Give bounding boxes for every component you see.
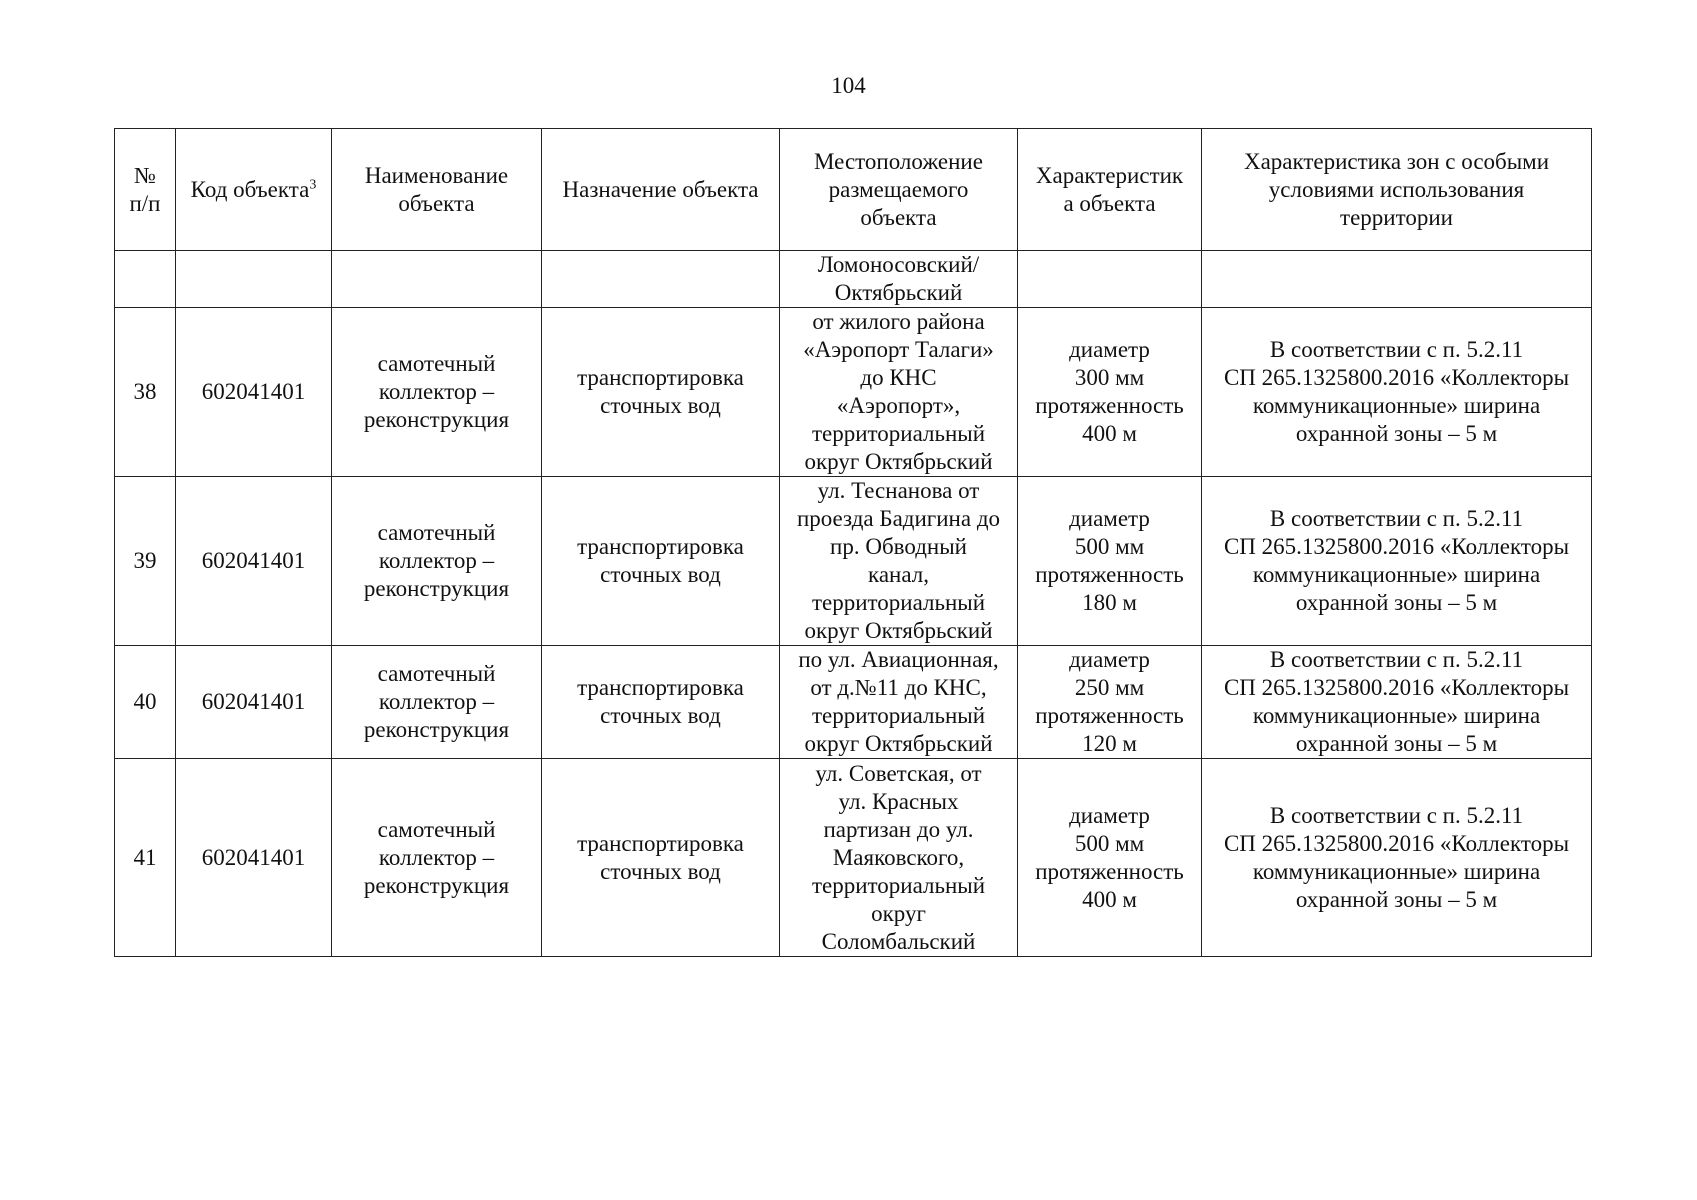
cell-purpose <box>542 759 780 957</box>
cell-line: реконструкция <box>363 407 510 432</box>
cell-line: 400 м <box>1082 886 1137 912</box>
cell-location <box>780 308 1018 477</box>
cell-line: В соответствии с п. 5.2.11 <box>1269 802 1524 828</box>
cell-line: протяженность <box>1035 858 1184 884</box>
cell-line: транспортировка <box>577 534 744 559</box>
cell-name <box>332 251 542 308</box>
cell-line: самотечный <box>377 661 496 686</box>
cell-line: коллектор – <box>378 548 495 573</box>
cell-zones <box>1202 477 1592 646</box>
cell-line: диаметр <box>1069 647 1150 672</box>
cell-line: протяженность <box>1035 562 1184 587</box>
cell-line: реконструкция <box>363 872 510 898</box>
cell-characteristic <box>1018 251 1202 308</box>
cell-line: территориальный <box>811 590 986 615</box>
header-location-line: размещаемого <box>828 176 969 202</box>
cell-line: протяженность <box>1035 703 1184 728</box>
cell-line: сточных вод <box>600 703 721 728</box>
cell-line: коллектор – <box>378 379 495 404</box>
cell-line: канал, <box>868 562 929 587</box>
header-location-line: Местоположение <box>814 148 983 174</box>
cell-num: 38 <box>115 308 176 477</box>
cell-line: территориальный <box>811 421 986 446</box>
cell-num: 41 <box>115 759 176 957</box>
cell-name <box>332 646 542 759</box>
cell-line: от д.№11 до КНС, <box>810 675 987 700</box>
header-location <box>780 129 1018 251</box>
cell-line: округ Октябрьский <box>804 618 993 643</box>
cell-line: В соответствии с п. 5.2.11 <box>1269 506 1524 531</box>
cell-characteristic <box>1018 759 1202 957</box>
cell-line: проезда Бадигина до <box>796 506 1001 531</box>
cell-line: СП 265.1325800.2016 «Коллекторы <box>1223 675 1570 700</box>
cell-line: охранной зоны – 5 м <box>1295 421 1498 446</box>
cell-line: Октябрьский <box>834 280 963 305</box>
cell-location <box>780 759 1018 957</box>
header-zones-line: условиями использования <box>1268 176 1525 202</box>
cell-zones <box>1202 251 1592 308</box>
cell-name <box>332 759 542 957</box>
cell-code: 602041401 <box>176 477 332 646</box>
cell-characteristic <box>1018 308 1202 477</box>
header-purpose <box>542 129 780 251</box>
cell-line: 120 м <box>1082 731 1137 756</box>
table-row <box>115 477 1592 646</box>
cell-line: охранной зоны – 5 м <box>1295 886 1498 912</box>
header-num <box>115 129 176 251</box>
table-row <box>115 646 1592 759</box>
cell-name <box>332 477 542 646</box>
header-name-line: Наименование <box>364 162 509 188</box>
cell-line: 250 мм <box>1074 675 1145 700</box>
cell-characteristic <box>1018 477 1202 646</box>
cell-line: Ломоносовский/ <box>817 252 980 277</box>
cell-line: коммуникационные» ширина <box>1252 393 1541 418</box>
header-code-label: Код объекта <box>190 176 310 202</box>
header-num-line: № <box>134 162 156 188</box>
cell-num <box>115 251 176 308</box>
header-characteristic-line: а объекта <box>1063 190 1156 216</box>
table-row <box>115 308 1592 477</box>
objects-table <box>114 128 1592 957</box>
cell-location <box>780 477 1018 646</box>
cell-line: диаметр <box>1069 506 1150 531</box>
cell-line: «Аэропорт Талаги» <box>803 337 994 362</box>
cell-line: транспортировка <box>577 365 744 390</box>
header-code-footnote: 3 <box>309 176 317 192</box>
table-row <box>115 759 1592 957</box>
cell-line: охранной зоны – 5 м <box>1295 590 1498 615</box>
table-row-continued <box>115 251 1592 308</box>
cell-line: 180 м <box>1082 590 1137 615</box>
cell-line: СП 265.1325800.2016 «Коллекторы <box>1223 365 1570 390</box>
cell-purpose <box>542 646 780 759</box>
cell-line: 300 мм <box>1074 365 1145 390</box>
cell-line: коммуникационные» ширина <box>1252 703 1541 728</box>
cell-line: реконструкция <box>363 717 510 742</box>
cell-line: коллектор – <box>378 689 495 714</box>
header-characteristic-line: Характеристик <box>1035 162 1184 188</box>
header-name-line: объекта <box>398 190 475 216</box>
cell-line: округ <box>871 900 926 926</box>
cell-line: самотечный <box>377 351 496 376</box>
cell-line: охранной зоны – 5 м <box>1295 731 1498 756</box>
cell-line: 400 м <box>1082 421 1137 446</box>
cell-line: В соответствии с п. 5.2.11 <box>1269 337 1524 362</box>
cell-line: СП 265.1325800.2016 «Коллекторы <box>1223 534 1570 559</box>
header-purpose-label: Назначение объекта <box>562 176 759 202</box>
cell-name <box>332 308 542 477</box>
cell-line: территориальный <box>811 703 986 728</box>
cell-line: коммуникационные» ширина <box>1252 562 1541 587</box>
cell-code: 602041401 <box>176 646 332 759</box>
cell-line: по ул. Авиационная, <box>798 647 999 672</box>
cell-line: реконструкция <box>363 576 510 601</box>
cell-code: 602041401 <box>176 759 332 957</box>
cell-line: Маяковского, <box>832 844 965 870</box>
cell-line: протяженность <box>1035 393 1184 418</box>
cell-line: 500 мм <box>1074 534 1145 559</box>
cell-zones <box>1202 759 1592 957</box>
cell-zones <box>1202 308 1592 477</box>
cell-line: от жилого района <box>812 309 985 334</box>
cell-line: сточных вод <box>600 393 721 418</box>
cell-line: территориальный <box>811 872 986 898</box>
cell-line: самотечный <box>377 816 496 842</box>
cell-line: округ Октябрьский <box>804 731 993 756</box>
cell-num: 39 <box>115 477 176 646</box>
header-zones-line: территории <box>1340 204 1453 230</box>
cell-zones <box>1202 646 1592 759</box>
cell-code: 602041401 <box>176 308 332 477</box>
cell-line: сточных вод <box>600 858 721 884</box>
cell-line: до КНС <box>860 365 937 390</box>
cell-line: Соломбальский <box>821 928 976 954</box>
cell-purpose <box>542 477 780 646</box>
header-zones <box>1202 129 1592 251</box>
cell-line: пр. Обводный <box>830 534 967 559</box>
cell-line: самотечный <box>377 520 496 545</box>
header-code <box>176 129 332 251</box>
header-location-line: объекта <box>860 204 937 230</box>
cell-purpose <box>542 251 780 308</box>
cell-line: «Аэропорт», <box>836 393 961 418</box>
header-row <box>115 129 1592 251</box>
header-num-line: п/п <box>129 190 161 216</box>
cell-location <box>780 646 1018 759</box>
cell-line: коммуникационные» ширина <box>1252 858 1541 884</box>
cell-purpose <box>542 308 780 477</box>
cell-line: СП 265.1325800.2016 «Коллекторы <box>1223 830 1570 856</box>
header-characteristic <box>1018 129 1202 251</box>
cell-line: коллектор – <box>378 844 495 870</box>
cell-code <box>176 251 332 308</box>
cell-line: ул. Советская, от <box>815 760 982 786</box>
cell-line: В соответствии с п. 5.2.11 <box>1269 647 1524 672</box>
header-name <box>332 129 542 251</box>
cell-line: транспортировка <box>577 675 744 700</box>
cell-characteristic <box>1018 646 1202 759</box>
cell-line: диаметр <box>1069 802 1150 828</box>
page-number: 104 <box>831 73 866 98</box>
cell-line: диаметр <box>1069 337 1150 362</box>
cell-line: ул. Красных <box>838 788 959 814</box>
cell-line: округ Октябрьский <box>804 449 993 474</box>
cell-line: сточных вод <box>600 562 721 587</box>
cell-line: партизан до ул. <box>823 816 974 842</box>
cell-line: транспортировка <box>577 830 744 856</box>
cell-location <box>780 251 1018 308</box>
cell-line: ул. Теснанова от <box>817 478 980 503</box>
cell-line: 500 мм <box>1074 830 1145 856</box>
cell-num: 40 <box>115 646 176 759</box>
header-zones-line: Характеристика зон с особыми <box>1243 148 1550 174</box>
